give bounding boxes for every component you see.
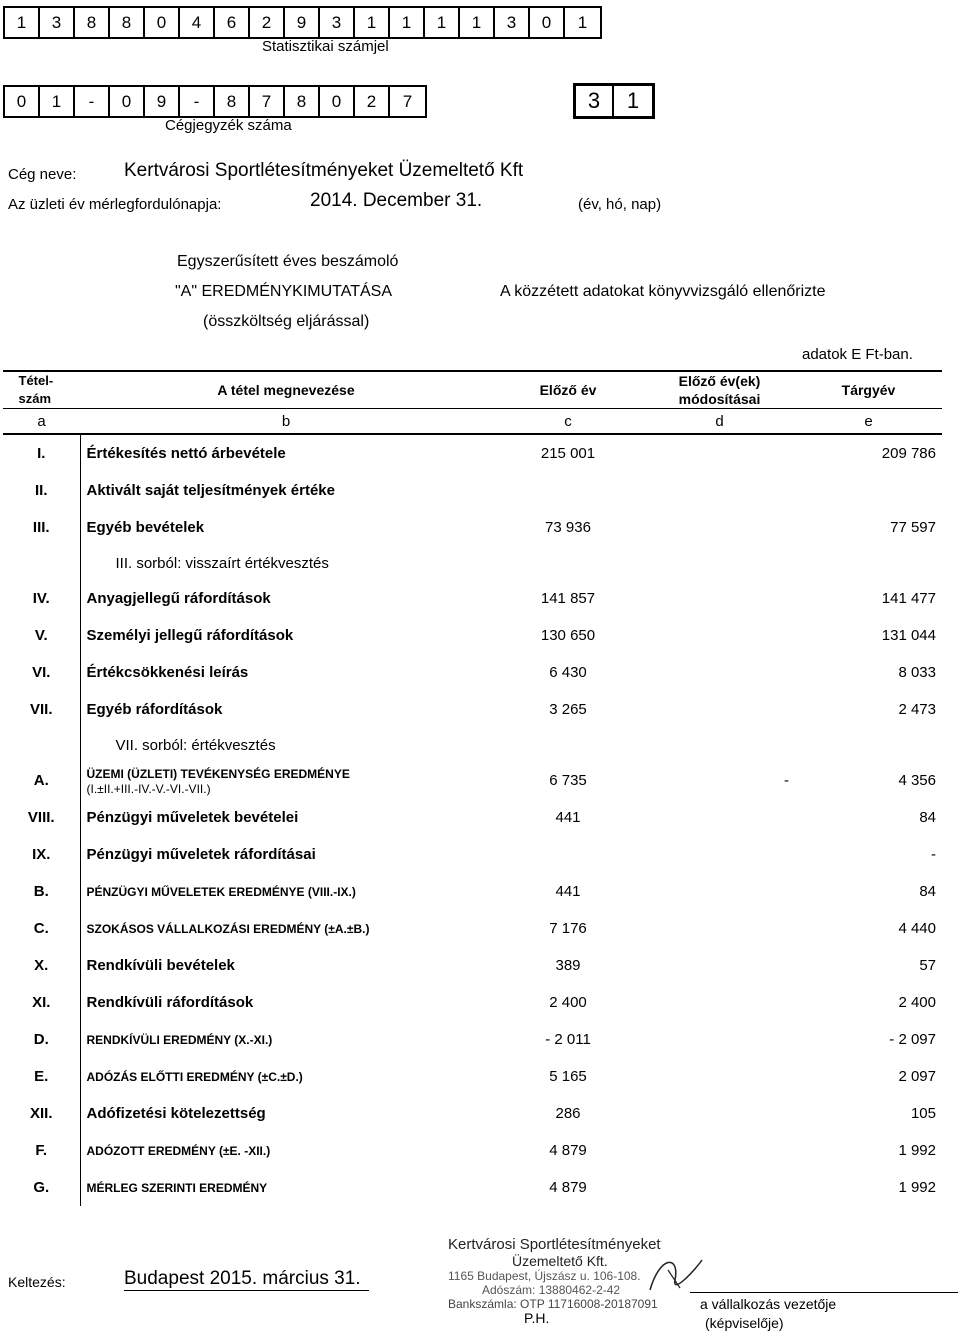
place-date: Budapest 2015. március 31. <box>124 1268 369 1291</box>
digit-box: 7 <box>250 87 285 116</box>
row-modifications <box>644 873 795 910</box>
row-name-text: SZOKÁSOS VÁLLALKOZÁSI EREDMÉNY (±A.±B.) <box>86 922 370 936</box>
row-name-text: Rendkívüli bevételek <box>86 957 235 974</box>
row-modifications <box>644 1169 795 1206</box>
digit-box: 2 <box>355 87 390 116</box>
row-code: VII. <box>3 691 80 728</box>
header-name: A tétel megnevezése <box>80 371 492 409</box>
row-name <box>80 728 492 762</box>
row-name-text: ÜZEMI (ÜZLETI) TEVÉKENYSÉG EREDMÉNYE <box>86 766 350 781</box>
table-row <box>3 654 942 691</box>
digit-box: - <box>180 87 215 116</box>
row-name-text: Anyagjellegű ráfordítások <box>86 590 271 607</box>
table-row <box>3 1058 942 1095</box>
header-mod <box>644 371 795 409</box>
row-name-text: VII. sorból: értékvesztés <box>115 736 276 754</box>
row-modifications <box>644 1132 795 1169</box>
row-name <box>80 762 492 799</box>
digit-box: 8 <box>285 87 320 116</box>
header-code <box>3 371 80 409</box>
row-prev-year: - 2 011 <box>545 1031 591 1048</box>
row-name <box>80 984 492 1021</box>
digit-box: 2 <box>250 8 285 37</box>
stat-number-boxes <box>3 6 602 39</box>
income-statement-table <box>3 370 942 1206</box>
table-row <box>3 617 942 654</box>
row-name-text: Értékesítés nettó árbevétele <box>86 445 286 462</box>
table-row <box>3 1095 942 1132</box>
row-name-text: III. sorból: visszaírt értékvesztés <box>115 554 329 572</box>
row-name <box>80 691 492 728</box>
row-current-year: 84 <box>919 883 936 900</box>
digit-box: 7 <box>402 91 413 111</box>
row-name <box>80 836 492 873</box>
row-modifications <box>644 434 795 472</box>
row-modifications: - <box>784 772 789 789</box>
row-prev-year: 7 176 <box>549 920 587 937</box>
stamp-line-4: Adószám: 13880462-2-42 <box>482 1283 621 1297</box>
registry-number-caption: Cégjegyzék száma <box>165 117 292 134</box>
row-prev-year: 389 <box>555 957 581 974</box>
digit-box: 3 <box>495 8 530 37</box>
row-modifications <box>644 546 795 580</box>
row-modifications <box>644 654 795 691</box>
row-prev-year <box>492 472 644 509</box>
digit-box: 8 <box>110 8 145 37</box>
row-current-year: 2 097 <box>898 1068 936 1085</box>
date-format: (év, hó, nap) <box>578 196 662 213</box>
date-label: Az üzleti év mérlegfordulónapja: <box>8 196 222 213</box>
table-row <box>3 580 942 617</box>
table-row <box>3 546 942 580</box>
stamp-line-1: Kertvárosi Sportlétesítményeket <box>448 1236 661 1253</box>
row-current-year: 2 400 <box>898 994 936 1011</box>
row-current-year: 57 <box>919 957 936 974</box>
row-modifications <box>644 617 795 654</box>
company-name: Kertvárosi Sportlétesítményeket Üzemeltető Kft <box>124 160 524 181</box>
row-current-year <box>795 728 942 762</box>
row-current-year: 2 473 <box>898 701 936 718</box>
table-row <box>3 947 942 984</box>
row-name-text: Értékcsökkenési leírás <box>86 664 249 681</box>
row-current-year: 1 992 <box>898 1142 936 1159</box>
digit-box: 0 <box>320 87 355 116</box>
date-value: 2014. December 31. <box>310 190 483 211</box>
row-name-text: ADÓZOTT EREDMÉNY (±E. -XII.) <box>86 1144 271 1158</box>
row-code: D. <box>3 1021 80 1058</box>
letter-e: e <box>795 409 942 435</box>
digit-box: 1 <box>626 88 640 113</box>
table-row <box>3 984 942 1021</box>
company-label: Cég neve: <box>8 166 77 183</box>
digit-box: 0 <box>5 87 40 116</box>
row-prev-year: 3 265 <box>549 701 587 718</box>
signature-line <box>690 1292 958 1293</box>
form-code-boxes <box>573 83 655 119</box>
row-name-formula: (I.±II.+III.-IV.-V.-VI.-VII.) <box>86 781 211 796</box>
row-prev-year <box>492 546 644 580</box>
stamp-line-5: Bankszámla: OTP 11716008-20187091 <box>448 1297 658 1311</box>
row-name-text: Rendkívüli ráfordítások <box>86 994 254 1011</box>
digit-box: 1 <box>5 8 40 37</box>
row-current-year: - <box>931 846 936 863</box>
signer-title: a vállalkozás vezetője <box>700 1296 837 1312</box>
row-name-text: Pénzügyi műveletek bevételei <box>86 809 299 826</box>
digit-box: 0 <box>145 8 180 37</box>
row-current-year: 131 044 <box>881 627 936 644</box>
row-current-year: 141 477 <box>881 590 936 607</box>
digit-box: - <box>75 87 110 116</box>
digit-box: 8 <box>215 87 250 116</box>
row-code: F. <box>3 1132 80 1169</box>
table-row <box>3 1132 942 1169</box>
row-name <box>80 617 492 654</box>
row-name-text: Egyéb ráfordítások <box>86 701 223 718</box>
digit-box: 1 <box>40 87 75 116</box>
row-prev-year: 286 <box>555 1105 581 1122</box>
row-name <box>80 509 492 546</box>
row-code <box>3 728 80 762</box>
row-current-year: 1 992 <box>898 1179 936 1196</box>
header-curr: Tárgyév <box>795 371 942 409</box>
row-name-text: Egyéb bevételek <box>86 519 205 536</box>
stat-number-caption: Statisztikai számjel <box>262 38 389 55</box>
digit-box: 4 <box>180 8 215 37</box>
letter-d: d <box>644 409 795 435</box>
row-name <box>80 546 492 580</box>
row-name <box>80 1058 492 1095</box>
digit-box: 9 <box>285 8 320 37</box>
row-code: XI. <box>3 984 80 1021</box>
row-name <box>80 799 492 836</box>
table-row <box>3 836 942 873</box>
registry-number-boxes <box>3 85 427 118</box>
row-code: E. <box>3 1058 80 1095</box>
digit-box: 1 <box>460 8 495 37</box>
row-name <box>80 434 492 472</box>
digit-box: 1 <box>390 8 425 37</box>
digit-box: 3 <box>320 8 355 37</box>
row-name-text: RENDKÍVÜLI EREDMÉNY (X.-XI.) <box>86 1033 273 1047</box>
row-name <box>80 654 492 691</box>
row-current-year: 105 <box>910 1105 936 1122</box>
row-prev-year <box>492 836 644 873</box>
table-row <box>3 910 942 947</box>
row-prev-year: 6 735 <box>549 772 587 789</box>
row-code: A. <box>3 762 80 799</box>
row-prev-year: 141 857 <box>540 590 596 607</box>
row-modifications <box>644 799 795 836</box>
unit-note: adatok E Ft-ban. <box>802 346 913 363</box>
row-prev-year: 441 <box>555 883 581 900</box>
row-current-year <box>795 472 942 509</box>
row-prev-year: 5 165 <box>549 1068 587 1085</box>
digit-box: 1 <box>425 8 460 37</box>
row-modifications <box>644 728 795 762</box>
place-label: Keltezés: <box>8 1274 66 1290</box>
row-name <box>80 1169 492 1206</box>
row-code: G. <box>3 1169 80 1206</box>
table-row <box>3 1021 942 1058</box>
report-subtitle: "A" EREDMÉNYKIMUTATÁSA <box>175 283 393 300</box>
table-header-row <box>3 371 942 409</box>
row-code: X. <box>3 947 80 984</box>
row-code: IX. <box>3 836 80 873</box>
row-prev-year: 2 400 <box>549 994 587 1011</box>
row-modifications <box>644 1021 795 1058</box>
header-prev: Előző év <box>492 371 644 409</box>
digit-box: 0 <box>110 87 145 116</box>
row-prev-year: 4 879 <box>549 1142 587 1159</box>
row-name-text: Személyi jellegű ráfordítások <box>86 627 294 644</box>
letter-a: a <box>3 409 80 435</box>
table-row <box>3 691 942 728</box>
row-current-year: 209 786 <box>881 445 936 462</box>
digit-box: 1 <box>577 12 588 32</box>
row-modifications <box>644 1095 795 1132</box>
digit-box: 3 <box>40 8 75 37</box>
table-row <box>3 472 942 509</box>
digit-box: 9 <box>145 87 180 116</box>
row-code <box>3 546 80 580</box>
row-name-text: Aktivált saját teljesítmények értéke <box>86 482 335 499</box>
header-mod-label: Előző év(ek) módosításai <box>678 373 761 407</box>
table-row <box>3 762 942 799</box>
row-modifications <box>644 472 795 509</box>
audit-note: A közzétett adatokat könyvvizsgáló ellenőrizte <box>500 283 826 300</box>
signer-subtitle: (képviselője) <box>705 1315 784 1331</box>
row-name-text: ADÓZÁS ELŐTTI EREDMÉNY (±C.±D.) <box>86 1070 303 1084</box>
column-letters-row <box>3 409 942 435</box>
table-row <box>3 1169 942 1206</box>
row-name-text: Pénzügyi műveletek ráfordításai <box>86 846 316 863</box>
row-code: B. <box>3 873 80 910</box>
row-prev-year <box>492 728 644 762</box>
row-current-year: 8 033 <box>898 664 936 681</box>
signature-initials: P.H. <box>524 1310 550 1326</box>
row-modifications <box>644 947 795 984</box>
row-modifications <box>644 691 795 728</box>
digit-box: 1 <box>355 8 390 37</box>
letter-c: c <box>492 409 644 435</box>
report-method: (összköltség eljárással) <box>203 313 370 330</box>
row-code: IV. <box>3 580 80 617</box>
row-prev-year: 441 <box>555 809 581 826</box>
row-name <box>80 873 492 910</box>
row-code: V. <box>3 617 80 654</box>
digit-box: 0 <box>530 8 565 37</box>
row-name <box>80 1095 492 1132</box>
header-code-label: Tétel-szám <box>18 373 54 406</box>
row-code: XII. <box>3 1095 80 1132</box>
row-code: VIII. <box>3 799 80 836</box>
row-prev-year: 6 430 <box>549 664 587 681</box>
row-code: II. <box>3 472 80 509</box>
digit-box: 6 <box>215 8 250 37</box>
row-name <box>80 1132 492 1169</box>
row-current-year: 84 <box>919 809 936 826</box>
row-name <box>80 580 492 617</box>
row-name <box>80 1021 492 1058</box>
row-code: I. <box>3 434 80 472</box>
row-modifications <box>644 910 795 947</box>
digit-box: 3 <box>576 86 614 116</box>
table-row <box>3 509 942 546</box>
row-current-year <box>795 546 942 580</box>
row-prev-year: 130 650 <box>540 627 596 644</box>
row-current-year: - 2 097 <box>889 1031 936 1048</box>
table-row <box>3 728 942 762</box>
row-name <box>80 947 492 984</box>
row-current-year: 77 597 <box>890 519 936 536</box>
digit-box: 8 <box>75 8 110 37</box>
table-row <box>3 873 942 910</box>
row-code: VI. <box>3 654 80 691</box>
row-name-text: Adófizetési kötelezettség <box>86 1105 266 1122</box>
row-current-year: 4 440 <box>898 920 936 937</box>
letter-b: b <box>80 409 492 435</box>
row-name-text: PÉNZÜGYI MŰVELETEK EREDMÉNYE (VIII.-IX.) <box>86 885 356 899</box>
table-row <box>3 434 942 472</box>
row-prev-year: 215 001 <box>540 445 596 462</box>
row-modifications <box>644 509 795 546</box>
stamp-line-2: Üzemeltető Kft. <box>512 1253 608 1269</box>
row-code: III. <box>3 509 80 546</box>
stamp-line-3: 1165 Budapest, Újszász u. 106-108. <box>448 1269 641 1283</box>
row-code: C. <box>3 910 80 947</box>
row-prev-year: 4 879 <box>549 1179 587 1196</box>
row-name-text: MÉRLEG SZERINTI EREDMÉNY <box>86 1181 268 1195</box>
row-modifications <box>644 1058 795 1095</box>
row-modifications <box>644 836 795 873</box>
report-title: Egyszerűsített éves beszámoló <box>177 253 399 270</box>
table-row <box>3 799 942 836</box>
row-prev-year: 73 936 <box>545 519 591 536</box>
row-modifications <box>644 580 795 617</box>
row-name <box>80 472 492 509</box>
row-modifications <box>644 984 795 1021</box>
row-current-year: 4 356 <box>898 772 936 789</box>
row-name <box>80 910 492 947</box>
